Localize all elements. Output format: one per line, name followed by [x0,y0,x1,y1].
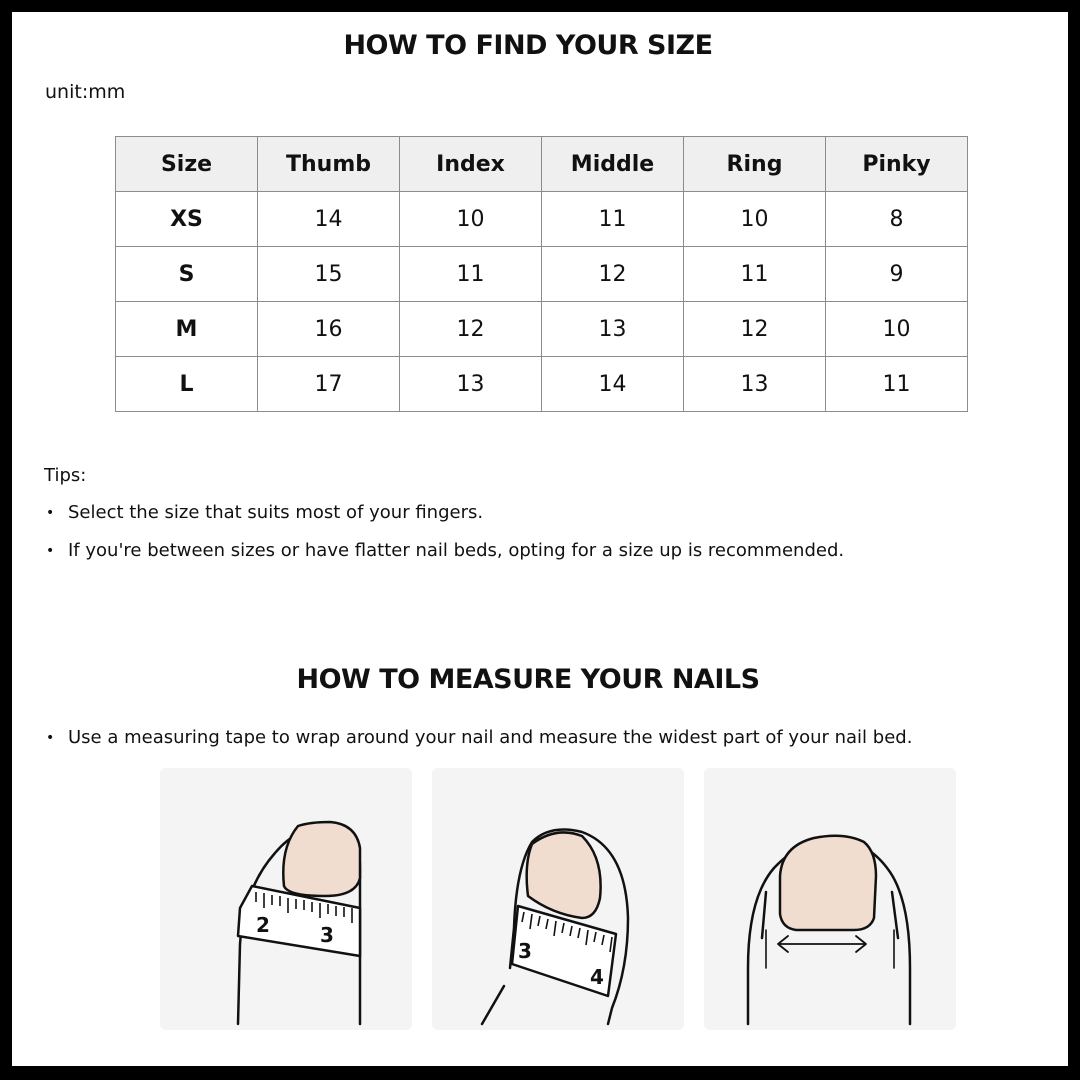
table-row [116,357,968,412]
bullet-icon: • [46,505,55,521]
tips-label: Tips: [44,465,87,486]
measure-title: HOW TO MEASURE YOUR NAILS [296,664,760,695]
header-cell: Size [116,137,258,192]
table-cell: 15 [258,247,400,302]
table-cell: 9 [826,247,968,302]
tape-number: 4 [590,965,604,989]
header-cell: Index [400,137,542,192]
size-cell: XS [116,192,258,247]
bullet-icon: • [46,730,55,746]
table-cell: 10 [826,302,968,357]
table-cell: 12 [542,247,684,302]
table-cell: 11 [826,357,968,412]
table-cell: 8 [826,192,968,247]
table-cell: 11 [684,247,826,302]
index-tape-icon [432,768,684,1030]
table-header-row [116,137,968,192]
list-item [44,540,844,578]
table-row [116,192,968,247]
table-cell: 11 [400,247,542,302]
measure-instruction: Use a measuring tape to wrap around your nail and measure the widest part of your nail bed. [68,727,913,748]
table-cell: 14 [258,192,400,247]
size-cell: S [116,247,258,302]
tape-number: 3 [518,939,532,963]
thumb-measure-illustration [160,768,412,1030]
table-cell: 13 [684,357,826,412]
size-table [115,136,968,412]
bullet-icon: • [46,543,55,559]
table-cell: 10 [400,192,542,247]
table-cell: 17 [258,357,400,412]
size-cell: L [116,357,258,412]
tips-list [44,502,844,578]
table-cell: 10 [684,192,826,247]
size-cell: M [116,302,258,357]
unit-label: unit:mm [45,81,126,103]
table-cell: 13 [542,302,684,357]
table-cell: 13 [400,357,542,412]
list-item [44,502,844,540]
table-cell: 12 [400,302,542,357]
table-cell: 11 [542,192,684,247]
nail-width-illustration [704,768,956,1030]
tip-text: Select the size that suits most of your fingers. [68,502,484,523]
measure-list [44,727,912,748]
tape-number: 3 [320,923,334,947]
header-cell: Pinky [826,137,968,192]
header-cell: Thumb [258,137,400,192]
table-cell: 16 [258,302,400,357]
thumb-tape-icon [160,768,412,1030]
index-measure-illustration [432,768,684,1030]
header-cell: Ring [684,137,826,192]
tip-text: If you're between sizes or have flatter nail beds, opting for a size up is recommended. [68,540,845,561]
page-title: HOW TO FIND YOUR SIZE [343,30,713,61]
table-cell: 14 [542,357,684,412]
table-cell: 12 [684,302,826,357]
width-arrow-icon [704,768,956,1030]
table-row [116,247,968,302]
table-row [116,302,968,357]
header-cell: Middle [542,137,684,192]
list-item [44,727,912,748]
tape-number: 2 [256,913,270,937]
